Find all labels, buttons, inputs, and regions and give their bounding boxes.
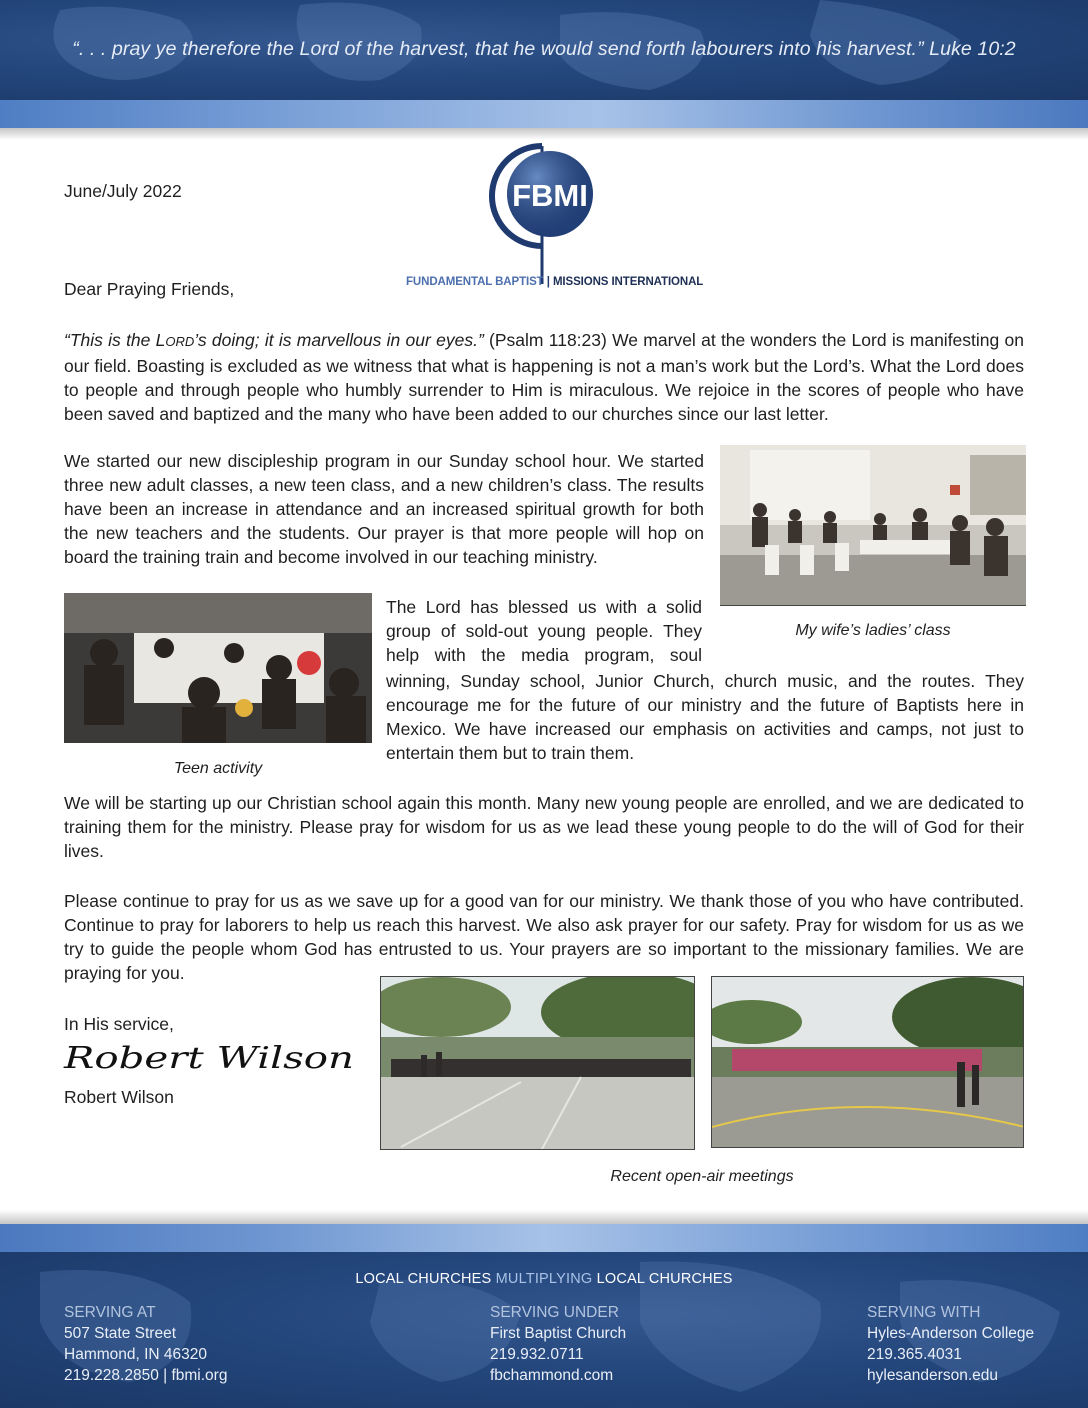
logo-wordmark: FUNDAMENTAL BAPTIST | MISSIONS INTERNATIONAL [406, 276, 704, 288]
paragraph-3-start: The Lord has blessed us with a solid group of sold-out young people. They help with the media program, soul [386, 597, 702, 665]
footer-college: Hyles-Anderson College [867, 1325, 1035, 1342]
header-scripture-quote: “. . . pray ye therefore the Lord of the harvest, that he would send forth labourers into his harvest.” Luke 10:2 [72, 38, 1016, 60]
photo-teen-activity [64, 593, 372, 743]
logo-name-part2: MISSIONS INTERNATIONAL [552, 276, 704, 288]
footer-city: Hammond, IN 46320 [64, 1346, 208, 1363]
photo-ladies-class-rule [720, 605, 1026, 606]
footer-heading: SERVING UNDER [490, 1304, 619, 1321]
footer-phone: 219.932.0711 [490, 1346, 584, 1363]
footer-shadow [0, 1210, 1088, 1224]
photo-open-air-1 [380, 976, 695, 1150]
caption-ladies-class: My wife’s ladies’ class [795, 622, 951, 639]
footer-website: fbchammond.com [490, 1367, 614, 1384]
paragraph-4: We will be starting up our Christian school again this month. Many new young people are enrolled, and we are dedicated to training them for the ministry. Please pray for wisdom for us as we lead these young people to do the will of God for their lives. [64, 793, 1024, 861]
footer-column-serving-under [490, 1302, 626, 1386]
paragraph-3-end: winning, Sunday school, Junior Church, church music, and the routes. They encourage me for the future of our ministry and the future of Baptists here in Mexico. We have increased our emphasis on activities and camps, not just to entertain them but to train them. [386, 671, 1024, 763]
paragraph-2: We started our new discipleship program in our Sunday school hour. We started three new adult classes, a new teen class, and a new children’s class. The results have been an increase in attendance and an increased spiritual growth for both the new teachers and the students. Our prayer is that more people will hop on board the training train and become involved in our teaching ministry. [64, 451, 704, 567]
logo-name-part1: FUNDAMENTAL BAPTIST [406, 276, 544, 288]
logo-initials: FBMI [512, 178, 588, 213]
svg-text:Robert Wilson: Robert Wilson [62, 1041, 354, 1076]
letter-closing: In His service, [64, 1014, 174, 1034]
fbmi-logo [400, 142, 700, 297]
header-accent-band [0, 100, 1088, 128]
photo-ladies-class [720, 445, 1026, 605]
handwritten-signature [62, 1032, 362, 1082]
header-banner [0, 0, 1088, 100]
globe-icon [492, 146, 593, 284]
footer-accent-band [0, 1224, 1088, 1252]
caption-open-air: Recent open-air meetings [610, 1168, 794, 1185]
paragraph-1 [64, 328, 1024, 426]
psalm-quote: “This is the LORD’s doing; it is marvellous in our eyes.” [64, 330, 484, 350]
letter-signer-name: Robert Wilson [64, 1087, 174, 1107]
paragraph-5: Please continue to pray for us as we save up for a good van for our ministry. We thank those of you who have contributed. Continue to pray for laborers to help us reach this harvest. We also ask prayer for our safety. Pray for wisdom for us as we try to guide the people whom God has entrusted to us. Your prayers are so important to the missionary families. We are praying for you. [64, 891, 1024, 983]
footer-heading: SERVING AT [64, 1304, 156, 1321]
paragraph-1-body: (Psalm 118:23) We marvel at the wonders the Lord is manifesting on our field. Boasting is excluded as we witness that what is happening is not a man’s work but the Lord’s. What the Lord does to people and through people who humbly surrender to Him is miraculous. We rejoice in the scores of people who have been saved and baptized and the many who have been added to our churches since our last letter. [64, 330, 1024, 424]
header-shadow [0, 128, 1088, 140]
footer [0, 1252, 1088, 1408]
footer-contact: 219.228.2850 | fbmi.org [64, 1367, 228, 1384]
footer-phone: 219.365.4031 [867, 1346, 962, 1363]
photo-open-air-2 [711, 976, 1024, 1148]
footer-address: 507 State Street [64, 1325, 177, 1342]
caption-teen-activity: Teen activity [173, 760, 263, 777]
letter-greeting: Dear Praying Friends, [64, 279, 235, 299]
footer-heading: SERVING WITH [867, 1304, 981, 1321]
footer-column-serving-with [867, 1302, 1034, 1386]
footer-tagline: LOCAL CHURCHES MULTIPLYING LOCAL CHURCHES [355, 1271, 733, 1287]
letter-date: June/July 2022 [64, 181, 182, 201]
footer-website: hylesanderson.edu [867, 1367, 998, 1384]
footer-column-serving-at [64, 1302, 227, 1386]
footer-church: First Baptist Church [490, 1325, 627, 1342]
